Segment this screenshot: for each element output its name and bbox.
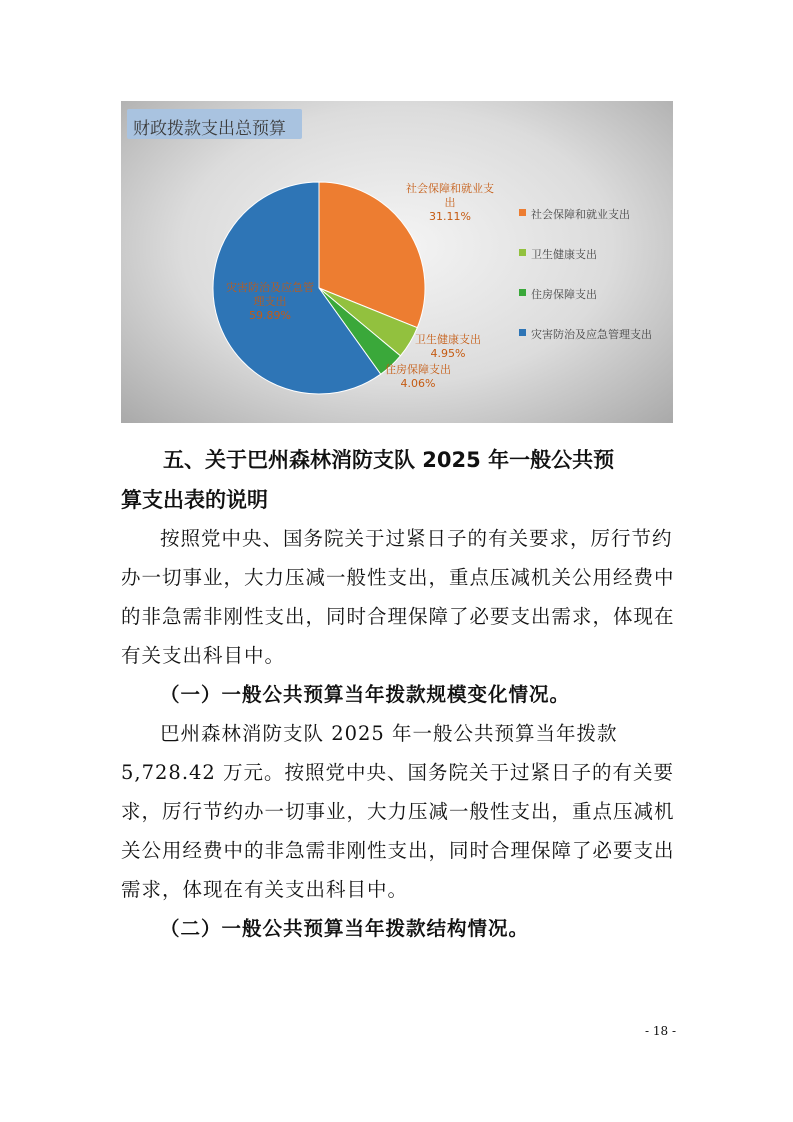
pie-chart: 财政拨款支出总预算 社会保障和就业支 出 31.11% 卫生健康支出 4.95% 住房保障支出 4.06% 灾害防治及应急管 理支出 59.89% 社会保障和就业支出 卫生健康支出 住房保障支出 灾害防治及应急管理支出 [121, 101, 673, 423]
subheading-1: （一）一般公共预算当年拨款规模变化情况。 [160, 683, 571, 706]
slice-label-health: 卫生健康支出 4.95% [415, 333, 481, 360]
legend-swatch [519, 209, 526, 216]
slice-label-social: 社会保障和就业支 出 31.11% [406, 182, 494, 223]
chart-title: 财政拨款支出总预算 [133, 119, 286, 139]
subheading-2: （二）一般公共预算当年拨款结构情况。 [160, 917, 530, 940]
slice-label-housing: 住房保障支出 4.06% [385, 363, 451, 390]
section-title-line1: 五、关于巴州森林消防支队 2025 年一般公共预 [163, 448, 615, 472]
legend-swatch [519, 329, 526, 336]
paragraph-2: 巴州森林消防支队 2025 年一般公共预算当年拨款 5,728.42 万元。按照党中央、国务院关于过紧日子的有关要求，厉行节约办一切事业，大力压减一般性支出，重点压减机关公用经费中的非急需非刚性支出，同时合理保障了必要支出需求，体现在有关支出科目中。 [121, 722, 675, 901]
page-number: - 18 - [644, 1024, 676, 1038]
chart-title-box [127, 109, 302, 139]
legend-swatch [519, 249, 526, 256]
slice-label-disaster: 灾害防治及应急管 理支出 59.89% [226, 281, 314, 322]
paragraph-1: 按照党中央、国务院关于过紧日子的有关要求，厉行节约办一切事业，大力压减一般性支出，重点压减机关公用经费中的非急需非刚性支出，同时合理保障了必要支出需求，体现在有关支出科目中。 [121, 527, 675, 667]
section-title-line2: 算支出表的说明 [121, 488, 268, 512]
legend-swatch [519, 289, 526, 296]
